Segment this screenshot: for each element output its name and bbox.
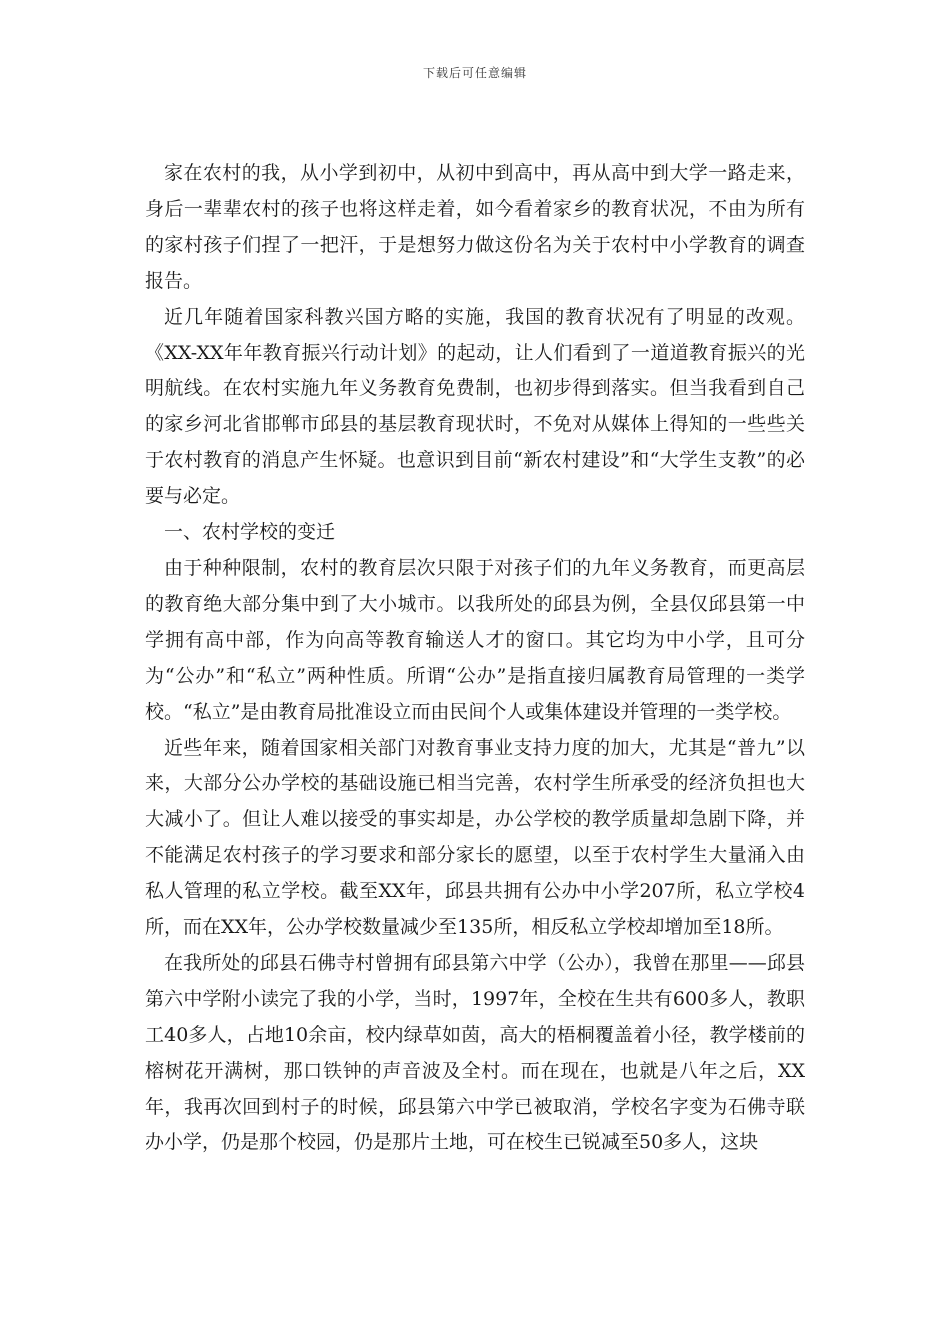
section-heading: 一、农村学校的变迁: [164, 521, 336, 544]
paragraph-school-changes: 近些年来，随着国家相关部门对教育事业支持力度的加大，尤其是“普九”以来，大部分公办学校的基础设施已相当完善，农村学生所承受的经济负担也大大减小了。但让人难以接受的事实却是，办公学校的教学质量却急剧下降，并不能满足农村孩子的学习要求和部分家长的愿望，以至于农村学生大量涌入由私人管理的私立学校。截至XX年，邱县共拥有公办中小学207所，私立学校4所，而在XX年，公办学校数量减少至135所，相反私立学校却增加至18所。: [145, 736, 805, 939]
paragraph-background: 近几年随着国家科教兴国方略的实施，我国的教育状况有了明显的改观。《XX-XX年年教育振兴行动计划》的起动，让人们看到了一道道教育振兴的光明航线。在农村实施九年义务教育免费制，也初步得到落实。但当我看到自己的家乡河北省邯郸市邱县的基层教育现状时，不免对从媒体上得知的一些些关于农村教育的消息产生怀疑。也意识到目前“新农村建设”和“大学生支教”的必要与必定。: [145, 305, 805, 508]
paragraph-intro: 家在农村的我，从小学到初中，从初中到高中，再从高中到大学一路走来，身后一辈辈农村的孩子也将这样走着，如今看着家乡的教育状况，不由为所有的家村孩子们捏了一把汗，于是想努力做这份名为关于农村中小学教育的调查报告。: [145, 162, 805, 292]
page-header-note: 下载后可任意编辑: [422, 66, 527, 80]
paragraph-school-types: 由于种种限制，农村的教育层次只限于对孩子们的九年义务教育，而更高层的教育绝大部分集中到了大小城市。以我所处的邱县为例，全县仅邱县第一中学拥有高中部，作为向高等教育输送人才的窗口。其它均为中小学，且可分为“公办”和“私立”两种性质。所谓“公办”是指直接归属教育局管理的一类学校。“私立”是由教育局批准设立而由民间个人或集体建设并管理的一类学校。: [145, 556, 805, 723]
document-body: [145, 156, 805, 1161]
paragraph-village-school: 在我所处的邱县石佛寺村曾拥有邱县第六中学（公办），我曾在那里——邱县第六中学附小读完了我的小学，当时，1997年，全校在生共有600多人，教职工40多人，占地10余亩，校内绿草如茵，高大的梧桐覆盖着小径，教学楼前的榕树花开满树，那口铁钟的声音波及全村。而在现在，也就是八年之后，XX年，我再次回到村子的时候，邱县第六中学已被取消，学校名字变为石佛寺联办小学，仍是那个校园，仍是那片土地，可在校生已锐减至50多人，这块: [145, 951, 805, 1154]
